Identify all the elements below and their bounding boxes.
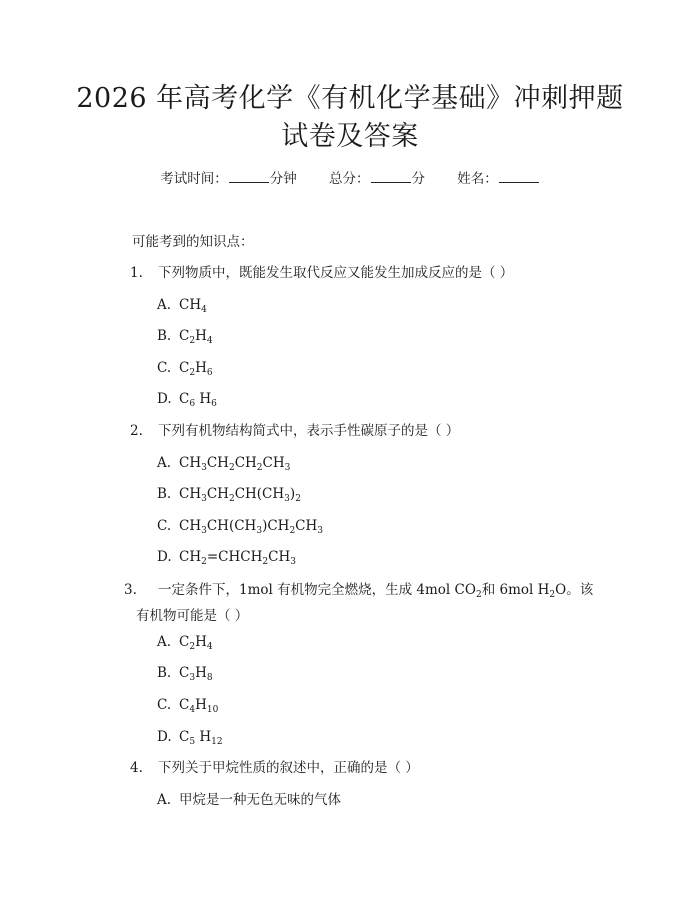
question-number: 1.	[130, 265, 143, 281]
formula-part: )	[289, 486, 296, 502]
formula-subscript: 3	[284, 463, 291, 473]
exam-time-label: 考试时间：	[160, 171, 228, 187]
option-label: A.	[157, 455, 172, 471]
question-number: 4.	[130, 760, 143, 776]
formula-subscript: 3	[189, 673, 196, 683]
formula-part: CH	[206, 486, 229, 502]
option-3a	[157, 633, 213, 651]
formula-part: H	[195, 697, 207, 713]
formula-part: C	[179, 391, 190, 407]
question-text: 下列有机物结构简式中，表示手性碳原子的是（ ）	[158, 423, 460, 439]
option-label: A.	[157, 792, 172, 808]
formula-subscript: 12	[211, 737, 223, 747]
total-score-field	[329, 171, 429, 187]
student-name-field	[457, 171, 540, 187]
formula-subscript: 4	[189, 705, 196, 715]
option-3c	[157, 696, 218, 714]
formula-subscript: 3	[256, 526, 263, 536]
formula-part: C	[179, 360, 190, 376]
exam-time-field	[160, 171, 301, 187]
formula-part: =CHCH	[206, 549, 263, 565]
question-number: 2.	[130, 423, 143, 439]
formula-subscript: 6	[189, 399, 196, 409]
exam-time-blank	[229, 170, 269, 183]
formula-subscript: 3	[201, 463, 207, 473]
formula-part: C	[179, 729, 190, 745]
formula-part: CH(CH	[206, 518, 257, 534]
formula-part: H	[195, 665, 207, 681]
total-score-blank	[371, 170, 411, 183]
formula-subscript: 2	[549, 590, 556, 600]
question-text: 一定条件下，1mol 有机物完全燃烧，生成 4mol CO	[158, 582, 476, 598]
formula-part: H	[195, 360, 207, 376]
exam-info-row	[0, 170, 700, 188]
formula-part: CH	[234, 455, 257, 471]
option-2a	[157, 454, 290, 472]
formula-subscript: 2	[228, 463, 235, 473]
formula-subscript: 2	[289, 526, 296, 536]
option-3d	[157, 728, 223, 746]
formula-subscript: 2	[256, 463, 263, 473]
option-2b	[157, 485, 301, 503]
question-text: O。该有机物可能是（ ）	[136, 582, 594, 624]
option-4a	[157, 791, 341, 809]
formula-part: C	[179, 328, 190, 344]
formula-subscript: 6	[206, 368, 213, 378]
formula-subscript: 3	[317, 526, 324, 536]
formula-subscript: 2	[201, 557, 207, 567]
question-2	[130, 422, 459, 440]
question-number: 3.	[124, 582, 137, 598]
option-text: 甲烷是一种无色无味的气体	[179, 792, 341, 808]
formula-part: CH(CH	[234, 486, 285, 502]
formula-part: CH	[295, 518, 318, 534]
formula-part: H	[195, 391, 212, 407]
student-name-blank	[499, 170, 539, 183]
formula-part: C	[179, 665, 190, 681]
option-label: D.	[157, 549, 172, 565]
formula-subscript: 2	[189, 642, 196, 652]
formula-part: C	[179, 634, 190, 650]
formula-part: )CH	[262, 518, 290, 534]
formula-part: CH	[179, 486, 202, 502]
option-3b	[157, 664, 213, 682]
formula-part: CH	[179, 549, 202, 565]
option-label: D.	[157, 391, 172, 407]
total-score-unit: 分	[411, 171, 425, 187]
formula-subscript: 2	[295, 494, 301, 504]
question-3	[124, 577, 596, 629]
question-text: 和 6mol H	[481, 582, 550, 598]
option-label: B.	[157, 665, 172, 681]
formula-subscript: 2	[189, 336, 196, 346]
question-text: 下列物质中，既能发生取代反应又能发生加成反应的是（ ）	[158, 265, 514, 281]
formula-subscript: 2	[189, 368, 196, 378]
exam-time-unit: 分钟	[269, 171, 297, 187]
formula-subscript: 2	[262, 557, 269, 567]
option-label: D.	[157, 729, 172, 745]
formula-subscript: 3	[284, 494, 290, 504]
exam-title-line1: 2026 年高考化学《有机化学基础》冲刺押题	[76, 83, 624, 114]
option-1b	[157, 327, 213, 345]
question-text: 下列关于甲烷性质的叙述中，正确的是（ ）	[158, 760, 419, 776]
knowledge-points-heading: 可能考到的知识点：	[132, 234, 254, 250]
exam-title-line2: 试卷及答案	[281, 121, 419, 152]
question-1	[130, 264, 513, 282]
option-label: B.	[157, 328, 172, 344]
formula-subscript: 3	[290, 557, 296, 567]
option-label: A.	[157, 634, 172, 650]
formula-part: CH	[179, 455, 202, 471]
formula-subscript: 4	[201, 305, 207, 315]
formula-subscript: 2	[475, 590, 482, 600]
option-label: C.	[157, 360, 172, 376]
option-1a	[157, 296, 207, 314]
total-score-label: 总分：	[329, 171, 370, 187]
formula-part: CH	[179, 297, 202, 313]
formula-subscript: 4	[206, 642, 213, 652]
formula-part: H	[195, 729, 212, 745]
formula-subscript: 3	[201, 526, 207, 536]
formula-subscript: 5	[189, 737, 196, 747]
option-label: C.	[157, 697, 172, 713]
exam-title	[0, 80, 700, 156]
formula-part: H	[195, 634, 207, 650]
option-2d	[157, 548, 296, 566]
option-label: A.	[157, 297, 172, 313]
formula-subscript: 10	[206, 705, 219, 715]
formula-subscript: 8	[206, 673, 213, 683]
formula-part: CH	[206, 455, 229, 471]
option-label: C.	[157, 518, 172, 534]
formula-subscript: 4	[206, 336, 213, 346]
option-1c	[157, 359, 213, 377]
formula-part: CH	[179, 518, 202, 534]
question-4	[130, 759, 419, 777]
formula-part: CH	[262, 455, 285, 471]
formula-subscript: 6	[211, 399, 217, 409]
option-label: B.	[157, 486, 172, 502]
formula-part: C	[179, 697, 190, 713]
formula-subscript: 2	[228, 494, 235, 504]
formula-subscript: 3	[201, 494, 207, 504]
option-2c	[157, 517, 323, 535]
option-1d	[157, 390, 217, 408]
formula-part: CH	[268, 549, 291, 565]
formula-part: H	[195, 328, 207, 344]
student-name-label: 姓名：	[457, 171, 498, 187]
